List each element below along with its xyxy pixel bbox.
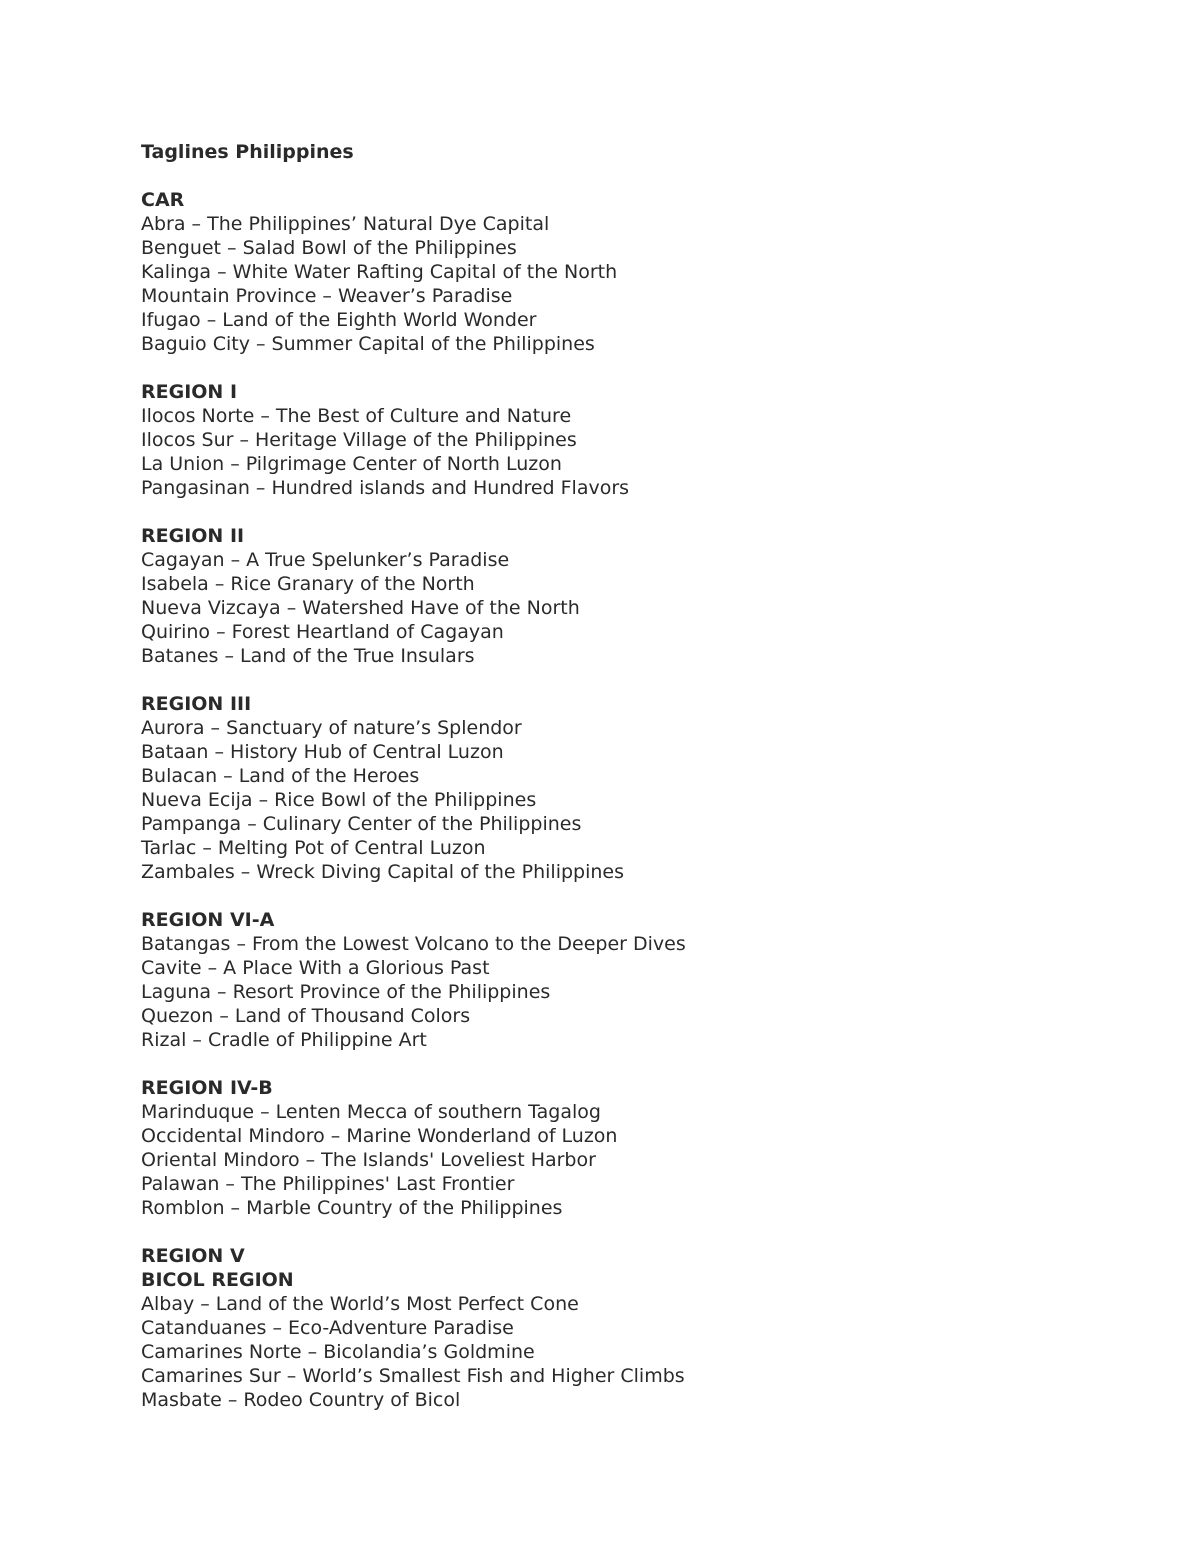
province-tagline: Quezon – Land of Thousand Colors — [141, 1005, 471, 1027]
province-tagline: Masbate – Rodeo Country of Bicol — [141, 1389, 461, 1411]
province-tagline: Batanes – Land of the True Insulars — [141, 645, 475, 667]
region-heading: REGION V — [141, 1245, 245, 1267]
province-tagline: Oriental Mindoro – The Islands' Loveliest Harbor — [141, 1149, 596, 1171]
province-tagline: Baguio City – Summer Capital of the Philippines — [141, 333, 595, 355]
province-tagline: Occidental Mindoro – Marine Wonderland of Luzon — [141, 1125, 618, 1147]
region-heading: REGION IV-B — [141, 1077, 273, 1099]
province-tagline: Ilocos Sur – Heritage Village of the Philippines — [141, 429, 577, 451]
province-tagline: Rizal – Cradle of Philippine Art — [141, 1029, 427, 1051]
region-section — [141, 692, 1041, 884]
province-tagline: Camarines Norte – Bicolandia’s Goldmine — [141, 1341, 535, 1363]
document-title: Taglines Philippines — [141, 141, 354, 163]
province-tagline: Pampanga – Culinary Center of the Philippines — [141, 813, 582, 835]
province-tagline: Pangasinan – Hundred islands and Hundred Flavors — [141, 477, 630, 499]
province-tagline: Palawan – The Philippines' Last Frontier — [141, 1173, 515, 1195]
province-tagline: Camarines Sur – World’s Smallest Fish and Higher Climbs — [141, 1365, 685, 1387]
region-section — [141, 380, 1041, 500]
province-tagline: Cagayan – A True Spelunker’s Paradise — [141, 549, 510, 571]
province-tagline: Ilocos Norte – The Best of Culture and Nature — [141, 405, 572, 427]
province-tagline: Bataan – History Hub of Central Luzon — [141, 741, 504, 763]
province-tagline: Quirino – Forest Heartland of Cagayan — [141, 621, 504, 643]
province-tagline: Nueva Vizcaya – Watershed Have of the North — [141, 597, 580, 619]
province-tagline: Isabela – Rice Granary of the North — [141, 573, 475, 595]
province-tagline: Marinduque – Lenten Mecca of southern Tagalog — [141, 1101, 601, 1123]
document-body — [141, 140, 1041, 1436]
region-section — [141, 524, 1041, 668]
region-section — [141, 188, 1041, 356]
region-section — [141, 908, 1041, 1052]
region-heading: REGION I — [141, 381, 238, 403]
province-tagline: Batangas – From the Lowest Volcano to the Deeper Dives — [141, 933, 686, 955]
province-tagline: Tarlac – Melting Pot of Central Luzon — [141, 837, 486, 859]
province-tagline: La Union – Pilgrimage Center of North Luzon — [141, 453, 562, 475]
region-section — [141, 1244, 1041, 1412]
sections-container — [141, 188, 1041, 1412]
province-tagline: Laguna – Resort Province of the Philippines — [141, 981, 551, 1003]
region-section — [141, 1076, 1041, 1220]
province-tagline: Bulacan – Land of the Heroes — [141, 765, 420, 787]
province-tagline: Nueva Ecija – Rice Bowl of the Philippines — [141, 789, 537, 811]
region-heading: CAR — [141, 189, 185, 211]
province-tagline: Mountain Province – Weaver’s Paradise — [141, 285, 513, 307]
province-tagline: Kalinga – White Water Rafting Capital of the North — [141, 261, 618, 283]
province-tagline: Ifugao – Land of the Eighth World Wonder — [141, 309, 537, 331]
region-heading: BICOL REGION — [141, 1269, 294, 1291]
province-tagline: Cavite – A Place With a Glorious Past — [141, 957, 490, 979]
province-tagline: Aurora – Sanctuary of nature’s Splendor — [141, 717, 522, 739]
province-tagline: Romblon – Marble Country of the Philippines — [141, 1197, 563, 1219]
province-tagline: Catanduanes – Eco-Adventure Paradise — [141, 1317, 514, 1339]
region-heading: REGION VI-A — [141, 909, 275, 931]
province-tagline: Albay – Land of the World’s Most Perfect Cone — [141, 1293, 579, 1315]
province-tagline: Benguet – Salad Bowl of the Philippines — [141, 237, 517, 259]
region-heading: REGION II — [141, 525, 245, 547]
province-tagline: Zambales – Wreck Diving Capital of the Philippines — [141, 861, 624, 883]
region-heading: REGION III — [141, 693, 252, 715]
province-tagline: Abra – The Philippines’ Natural Dye Capital — [141, 213, 550, 235]
